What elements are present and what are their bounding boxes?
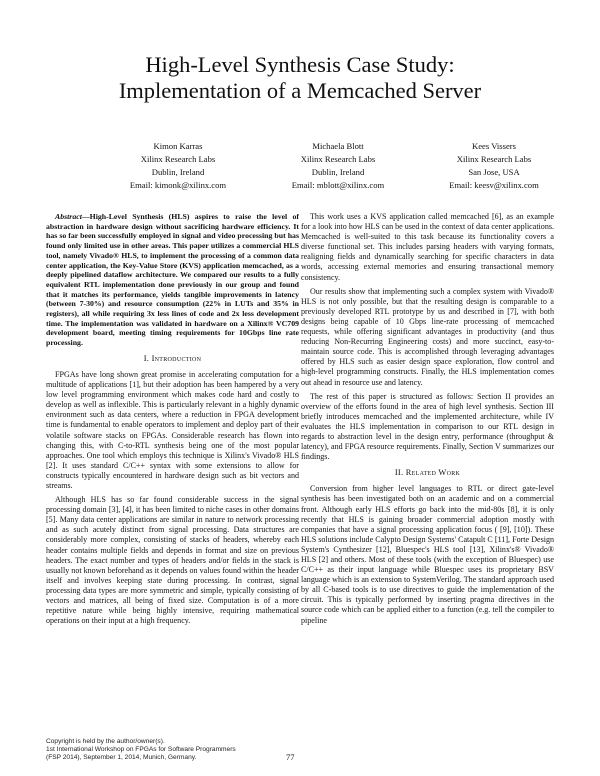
author-name: Kees Vissers bbox=[472, 141, 516, 151]
author-location: Dublin, Ireland bbox=[151, 167, 205, 177]
paper-title-line-2: Implementation of a Memcached Server bbox=[118, 78, 482, 103]
author-name: Kimon Karras bbox=[153, 141, 203, 151]
page-number: 77 bbox=[286, 752, 295, 762]
intro-paragraph: This work uses a KVS application called memcached [6], as an example for a look into how HLS can be used in the context of data center applications. Memcached is well-suited to this task because its functionality covers a diverse functional set. This includes parsing headers with varying formats, realigning fields and dynamically searching for specific characters in data words, accessing external memories and ensuring transactional memory consistency. bbox=[301, 212, 554, 282]
abstract-text: —High-Level Synthesis (HLS) aspires to raise the level of abstraction in hardware design without sacrificing hardware efficiency. It has so far been successfully employed in signal and video processing but has found only limited use in other areas. This paper utilizes a commercial HLS tool, namely Vivado® HLS, to implement the processing of a common data center application, the Key-Value Store (KVS) application memcached, as a deeply pipelined dataflow architecture. We compared our results to a fully equivalent RTL implementation done previously in our group and found that it matches its performance, yields tangible improvements in latency (between 7-30%) and resource consumption (22% in LUTs and 35% in registers), all while requiring 3x less lines of code and 2x less development time. The implementation was validated in hardware on a Xilinx® VC709 development board, meeting timing requirements for 10Gbps line rate processing. bbox=[46, 212, 299, 348]
author-location: San Jose, USA bbox=[468, 167, 520, 177]
author-email: Email: mblott@xilinx.com bbox=[291, 180, 385, 190]
author-block bbox=[409, 140, 579, 192]
section-heading-introduction: I. Introduction bbox=[143, 353, 202, 363]
left-column bbox=[46, 212, 299, 630]
intro-paragraph: Our results show that implementing such a complex system with Vivado® HLS is not only possible, but that the resulting design is comparable to a previously developed RTL prototype by us and described in [7], with both designs being capable of 10 Gbps line-rate processing of memcached requests, while offering significant advantages in productivity (and thus reducing Non-Recurring Engineering costs) and more succinct, easy-to-maintain source code. This is accomplished through leveraging advantages offered by HLS such as easier design space exploration, flow control and high-level programming constructs. Finally, the HLS implementation comes out ahead in resource use and latency. bbox=[301, 286, 554, 387]
author-affiliation: Xilinx Research Labs bbox=[140, 154, 216, 164]
paper-title-line-1: High-Level Synthesis Case Study: bbox=[145, 52, 455, 77]
workshop-date-line: (FSP 2014), September 1, 2014, Munich, Germany. bbox=[46, 754, 197, 761]
author-email: Email: kimonk@xilinx.com bbox=[129, 180, 227, 190]
author-name: Michaela Blott bbox=[312, 141, 364, 151]
abstract bbox=[46, 212, 299, 348]
section-heading-related-work: II. Related Work bbox=[394, 468, 461, 478]
intro-paragraph: The rest of this paper is structured as follows: Section II provides an overview of the efforts found in the area of high level synthesis. Section III briefly introduces memcached and the implemented architecture, while IV evaluates the HLS implementation in comparison to our RTL design in regards to abstraction level in the design entry, performance (throughput & latency), and FPGA resource requirements. Finally, Section V summarizes our findings. bbox=[301, 391, 554, 462]
author-affiliation: Xilinx Research Labs bbox=[456, 154, 532, 164]
intro-paragraph: Although HLS has so far found considerable success in the signal processing domain [3], [4], it has been limited to niche cases in other domains [5]. Many data center applications are similar in nature to network processing and as such acutely distinct from signal processing. Data structures are considerably more complex, consisting of stacks of headers, whereby each header contains multiple fields and depends in format and size on previous headers. The exact number and types of headers and/or fields in the stack is usually not known beforehand as it depends on values found within the header itself and involves keeping state during processing. In contrast, signal processing data types are more symmetric and simple, typically consisting of vectors and matrices, all being of fixed size. Computation is of a more repetitive nature while being highly intensive, requiring mathematical operations on their input at a high frequency. bbox=[46, 495, 299, 626]
intro-paragraph: FPGAs have long shown great promise in accelerating computation for a multitude of applications [1], but their adoption has been hampered by a very low level programming environment which makes code hard and costly to develop as well as inflexible. This is particularly relevant in a highly dynamic environment such as data centers, where a reduction in FPGA development time is fundamental to enable operators to implement and deploy part of their volatile software stacks on FPGAs. Considerable research has flown into changing this, with C-to-RTL synthesis being one of the most popular approaches. One tool which employs this technique is Xilinx's Vivado® HLS [2]. It uses standard C/C++ syntax with some extensions to allow for constructs typically encountered in hardware design such as bit vectors and streams. bbox=[46, 369, 299, 490]
author-location: Dublin, Ireland bbox=[311, 167, 365, 177]
right-column bbox=[301, 212, 554, 630]
workshop-line: 1st International Workshop on FPGAs for Software Programmers bbox=[46, 746, 236, 753]
author-email: Email: keesv@xilinx.com bbox=[449, 180, 539, 190]
author-block bbox=[93, 140, 263, 192]
copyright-line: Copyright is held by the author/owner(s). bbox=[46, 738, 165, 745]
related-work-paragraph: Conversion from higher level languages to RTL or direct gate-level synthesis has been investigated both on an academic and on a commercial front. Although early HLS efforts go back into the mid-80s [8], it is only recently that HLS is gaining broader commercial adoption mostly with companies that have a signal processing application focus ( [9], [10]). These HLS solutions include Calypto Design Systems' Catapult C [11], Forte Design System's Cynthesizer [12], Bluespec's HLS tool [13], Xilinx's® Vivado® HLS [2] and others. Most of these tools (with the exception of Bluespec) use C/C++ as their input language while Bluespec uses its proprietary BSV language which is an extension to SystemVerilog. The standard approach used by all C-based tools is to use directives to guide the implementation of the circuit. This is typically performed by inserting pragma directives in the source code which can be applied either to a function (e.g. tell the compiler to pipeline bbox=[301, 484, 554, 625]
abstract-label: Abstract bbox=[55, 212, 82, 221]
author-affiliation: Xilinx Research Labs bbox=[300, 154, 376, 164]
author-block bbox=[253, 140, 423, 192]
copyright-footer bbox=[46, 738, 236, 762]
